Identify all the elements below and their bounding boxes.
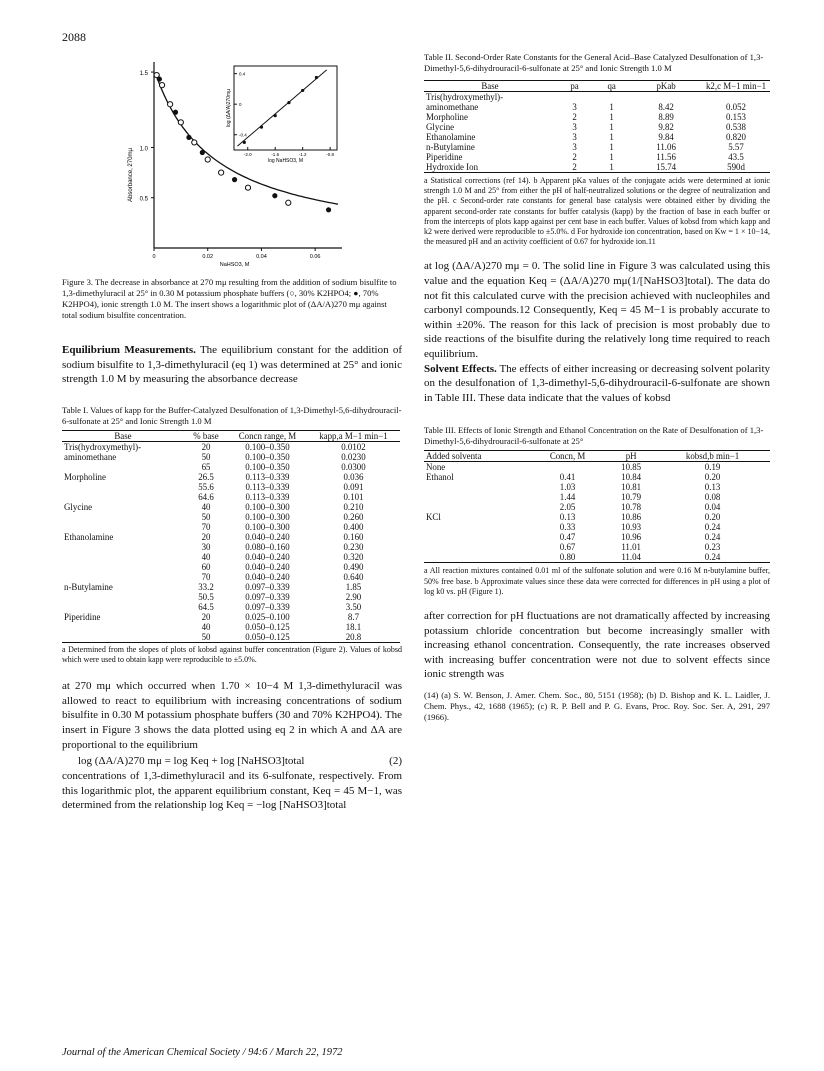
journal-footer: Journal of the American Chemical Society / 94:6 / March 22, 1972 [62, 1047, 343, 1058]
x-tick-label: 0.06 [309, 254, 321, 260]
table-1-cell: 64.5 [198, 601, 214, 612]
table-2-row [424, 132, 770, 142]
table-3-cell [424, 542, 528, 552]
table-1-cell: 0.100–0.300 [245, 521, 290, 532]
table-2-cell: 2 [572, 162, 577, 172]
table-1-cell: 18.1 [345, 621, 362, 632]
table-3-row [424, 512, 770, 522]
table-3-cell: 0.19 [704, 462, 721, 473]
table-1-cell: 0.036 [343, 471, 364, 482]
table-2-cell: 0.820 [726, 132, 746, 142]
table-2-row [424, 152, 770, 162]
table-2-header: Base [481, 81, 499, 91]
table-2-title: Table II. Second-Order Rate Constants for the General Acid–Base Catalyzed Desulfonation of 1,3-Dimethyl-5,6-dihydrouracil-6-sulfonate at 25° and Ionic Strength 1.0 M [424, 52, 764, 73]
filled-data-point [200, 150, 205, 155]
table-1-cell [62, 552, 184, 562]
inset-y-tick-label: 0 [239, 102, 242, 108]
table-1-cell [62, 602, 184, 612]
table-1-cell [62, 462, 184, 472]
table-3-cell [424, 532, 528, 542]
table-1-cell: 50 [201, 631, 211, 642]
table-1-cell: Piperidine [64, 611, 101, 622]
open-data-point [168, 102, 173, 107]
table-1-cell: 40 [201, 501, 211, 512]
table-1-cell: aminomethane [64, 451, 117, 462]
table-1-cell: 1.85 [345, 581, 362, 592]
table-3-cell: 0.13 [704, 482, 721, 493]
filled-data-point [232, 177, 237, 182]
table-1-cell: 0.160 [343, 531, 364, 542]
table-2-cell: n-Butylamine [426, 142, 475, 152]
table-2-cell: Ethanolamine [426, 132, 476, 142]
table-2-header: pKab [656, 81, 676, 91]
table-3-cell [424, 492, 528, 502]
table-3-cell: 0.41 [559, 472, 576, 483]
table-1-cell: Glycine [64, 501, 93, 512]
table-3-cell [424, 502, 528, 512]
table-2-cell: 1 [609, 132, 614, 142]
equilibrium-heading: Equilibrium Measurements. [62, 344, 196, 356]
filled-data-point [173, 110, 178, 115]
table-1-cell: 20 [201, 611, 211, 622]
table-1-cell [62, 562, 184, 572]
table-1-row [62, 612, 400, 622]
table-1-row [62, 632, 400, 642]
table-2-cell: 43.5 [728, 152, 744, 162]
table-3-cell: 11.01 [621, 542, 641, 553]
table-1-row [62, 562, 400, 572]
table-1-cell: 30 [201, 541, 211, 552]
table-1-row [62, 542, 400, 552]
table-3-cell [424, 482, 528, 492]
table-1-cell: 8.7 [347, 611, 359, 622]
table-3-row [424, 462, 770, 473]
figure-3-caption: Figure 3. The decrease in absorbance at 270 mμ resulting from the addition of sodium bisulfite to 1,3-dimethyluracil at 25° in 0.30 M potassium phosphate buffers (○, 30% K2HPO4; ●, 70% K2HPO4), ionic strength 1.0 M. The insert shows a logarithmic plot of (ΔA/A)270 mμ against total sodium bisulfite concentration. [62, 277, 397, 320]
table-3 [424, 450, 770, 562]
table-3-row [424, 542, 770, 552]
inset-x-tick-label: -2.0 [243, 152, 252, 157]
table-3-cell: 0.04 [704, 502, 721, 513]
table-2-cell: Hydroxide Ion [426, 162, 479, 172]
table-2-cell: Tris(hydroxymethyl)-aminomethane [426, 92, 504, 112]
table-2-cell: 0.052 [726, 102, 746, 112]
table-1-cell: Morpholine [64, 471, 106, 482]
table-2-cell: 1 [609, 122, 614, 132]
table-2-cell: 9.82 [658, 122, 674, 132]
equation-2-number: (2) [389, 755, 402, 768]
inset-y-axis-label: log (ΔA/A)270mμ [226, 88, 232, 128]
table-1-row [62, 492, 400, 502]
table-1-cell: 50 [201, 511, 211, 522]
table-1-cell: 0.400 [343, 521, 364, 532]
table-3-cell [424, 552, 528, 562]
filled-data-point [186, 135, 191, 140]
table-3-cell: 0.23 [704, 542, 721, 553]
page-number: 2088 [62, 30, 86, 44]
equation-2-text: log (ΔA/A)270 mμ = log Keq + log [NaHSO3]total [78, 755, 305, 768]
table-1-cell: 0.097–0.339 [245, 601, 290, 612]
table-3-cell: 10.84 [621, 472, 642, 483]
table-2-row [424, 112, 770, 122]
table-1-cell: 0.113–0.339 [245, 471, 290, 482]
table-1-cell: 64.6 [198, 491, 214, 502]
figure-3-plot [62, 52, 402, 270]
filled-data-point [272, 193, 277, 198]
table-3-cell: 0.24 [704, 522, 721, 533]
table-1-cell: 20 [201, 531, 211, 542]
table-3-cell: 10.86 [621, 512, 642, 523]
table-3-cell: 10.78 [621, 502, 642, 513]
table-1-cell: 0.100–0.300 [245, 501, 290, 512]
equilibrium-paragraph [62, 343, 402, 387]
table-3-cell: 0.24 [704, 532, 721, 543]
table-2-cell: 1 [609, 152, 614, 162]
table-1-cell [62, 522, 184, 532]
y-axis-label: Absorbance, 270mμ [128, 148, 134, 202]
table-2-cell: Piperidine [426, 152, 463, 162]
inset-y-tick-label: -0.4 [239, 132, 247, 138]
table-1-row [62, 582, 400, 592]
inset-x-tick-label: -1.2 [298, 152, 307, 157]
right-paragraph-2: after correction for pH fluctuations are not dramatically affected by increasing potassium chloride concentration but become increasingly smaller with increasing ethanol concentration. Consequently, the rate increases observed with increasing buffer concentration were not due to solvent effects since ionic strength was [424, 609, 770, 681]
table-3-row [424, 522, 770, 532]
table-2-row [424, 142, 770, 152]
table-3-title: Table III. Effects of Ionic Strength and Ethanol Concentration on the Rate of Desulfonation of 1,3-Dimethyl-5,6-dihydrouracil-6-sulfonate at 25° [424, 425, 764, 447]
table-2-cell: 15.74 [656, 162, 677, 172]
table-1-cell: 0.050–0.125 [245, 631, 290, 642]
equilibrium-text: The equilibrium constant for the addition of sodium bisulfite to 1,3-dimethyluracil (eq 1) was determined at 25° and ionic strength 1.0 M by measuring the absorbance decrease [62, 344, 402, 386]
table-1-cell: 0.040–0.240 [245, 531, 290, 542]
table-1-cell: 0.320 [343, 551, 364, 562]
table-2-cell: Glycine [426, 122, 455, 132]
table-1-cell: 33.2 [198, 581, 214, 592]
table-3-header: Added solventa [426, 451, 482, 462]
open-data-point [159, 83, 164, 88]
table-3-row [424, 552, 770, 562]
table-1-cell: n-Butylamine [64, 581, 113, 592]
table-2-cell: 1 [609, 102, 614, 112]
table-1-cell: 70 [201, 521, 211, 532]
table-1-cell [62, 482, 184, 492]
table-2-header-row [424, 81, 770, 92]
table-1-cell: 0.025–0.100 [245, 611, 290, 622]
left-paragraph-2: at 270 mμ which occurred when 1.70 × 10−4 M 1,3-dimethyluracil was allowed to react to equilibrium with increasing concentrations of sodium bisulfite in 0.30 M potassium phosphate buffers (30 and 70% K2HPO4). The insert in Figure 3 shows the data plotted using eq 2 in which A and ΔA are proportional to the equilibrium [62, 680, 402, 751]
table-2-cell: 3 [572, 102, 577, 112]
table-3-cell: 0.67 [559, 542, 576, 553]
table-3-cell: 10.93 [621, 522, 642, 533]
table-2-cell: 11.56 [656, 152, 676, 162]
inset-y-tick-label: 0.4 [239, 71, 246, 77]
table-3-row [424, 492, 770, 502]
table-2-cell: 11.06 [656, 142, 676, 152]
table-2-cell: 5.57 [728, 142, 744, 152]
table-1-cell: 0.097–0.339 [245, 581, 290, 592]
table-2-header: qa [607, 81, 616, 91]
open-data-point [245, 185, 250, 190]
table-2-cell: Morpholine [426, 112, 468, 122]
table-3-cell [424, 522, 528, 532]
open-data-point [219, 170, 224, 175]
table-1-cell [62, 542, 184, 552]
inset-data-point [315, 76, 318, 79]
table-1-cell: 0.100–0.350 [245, 461, 290, 472]
inset-x-tick-label: -1.6 [271, 152, 280, 157]
table-3-cell [528, 462, 607, 473]
inset-data-point [260, 125, 263, 128]
table-3-header: Concn, M [549, 451, 586, 462]
table-2-cell: 9.84 [658, 132, 674, 142]
table-1-row [62, 472, 400, 482]
table-1-header: Concn range, M [238, 430, 297, 441]
table-1-cell [62, 632, 184, 642]
table-1-cell: 0.100–0.350 [245, 451, 290, 462]
table-1-title: Table I. Values of kapp for the Buffer-Catalyzed Desulfonation of 1,3-Dimethyl-5,6-dihydrouracil-6-sulfonate at 25° and Ionic Strength 1.0 M [62, 404, 402, 426]
table-1-cell: 0.050–0.125 [245, 621, 290, 632]
left-paragraph-3: concentrations of 1,3-dimethyluracil and its 6-sulfonate, respectively. From this logarithmic plot, the apparent equilibrium constant, Keq = 45 M−1, was determined from the relationship log Keq = −log [NaHSO3]total [62, 770, 402, 812]
table-1-cell: 20.8 [345, 631, 362, 642]
inset-data-point [287, 101, 290, 104]
table-1-cell: 50.5 [198, 591, 214, 602]
table-3-header-row [424, 451, 770, 462]
table-2-footnote: a Statistical corrections (ref 14). b Apparent pKa values of the conjugate acids were determined at ionic strength 1.0 M and 25° from either the pH of half-neutralized solutions or the degree of neutralization and the pH. c Second-order rate constants for general base catalysis were obtained either by dividing the apparent second-order rate constants for buffer catalysis (kapp) by the fraction of base in each buffer or from the intercepts of plots kapp against per cent base in each buffer. Values of kobsd from which kapp and k2 were derived were reproducible to ±5.0%. d For hydroxide ion concentration, based on Kw = 1 × 10−14, the measured pH and an activity coefficient of 0.67 for hydroxide ion.11 [424, 176, 770, 247]
table-2-cell: 1 [609, 142, 614, 152]
table-1-cell [62, 492, 184, 502]
open-data-point [286, 200, 291, 205]
table-1-cell: 0.040–0.240 [245, 561, 290, 572]
references: (14) (a) S. W. Benson, J. Amer. Chem. Soc., 80, 5151 (1958); (b) D. Bishop and K. L. Laidler, J. Chem. Phys., 42, 1688 (1965); (c) R. P. Bell and P. G. Evans, Proc. Roy. Soc. Ser. A, 291, 297 (1966). [424, 689, 770, 722]
table-3-row [424, 502, 770, 512]
table-2-cell: 0.538 [726, 122, 746, 132]
table-3-cell: 1.03 [559, 482, 576, 493]
table-3-cell: 0.24 [704, 552, 721, 563]
table-1-cell: 0.097–0.339 [245, 591, 290, 602]
filled-data-point [157, 76, 162, 81]
table-1-cell: 40 [201, 551, 211, 562]
table-1-cell: 26.5 [198, 471, 214, 482]
table-1-cell: Ethanolamine [64, 531, 114, 542]
table-3-cell: 0.80 [559, 552, 576, 563]
table-2-cell: 3 [572, 142, 577, 152]
table-1-row [62, 552, 400, 562]
table-1-cell: 3.50 [345, 601, 362, 612]
table-1-cell: 0.0300 [341, 461, 366, 472]
table-3-cell: 0.33 [559, 522, 576, 533]
filled-data-point [326, 207, 331, 212]
table-2-cell: 0.153 [726, 112, 746, 122]
table-1-header-row [62, 430, 400, 441]
table-3-header: kobsd,b min−1 [685, 451, 740, 462]
table-1-cell: 50 [201, 451, 211, 462]
inset-data-point [243, 141, 246, 144]
right-paragraph-1: at log (ΔA/A)270 mμ = 0. The solid line in Figure 3 was calculated using this value and the equation Keq = (ΔA/A)270 mμ(1/[NaHSO3]total). The data do not fit this calculated curve with the precision achieved with nucleophiles and carbonyl compounds.12 Consequently, Keq = 45 M−1 is probably accurate to within ±20%. The reason for this lack of precision is most probably due to side reactions of the bisulfite during the relatively long time required to reach equilibrium. [424, 260, 770, 360]
y-tick-label: 1.5 [139, 71, 148, 78]
table-3-row [424, 532, 770, 542]
x-tick-label: 0.02 [202, 254, 214, 260]
table-2-cell: 2 [572, 152, 577, 162]
right-column [424, 52, 770, 723]
table-1-cell: 0.080–0.160 [245, 541, 290, 552]
solvent-text: The effects of either increasing or decreasing solvent polarity on the desulfonation of 1,3-dimethyl-5,6-dihydrouracil-6-sulfonate are shown in Table III. These data indicate that the values of kobsd [424, 362, 770, 404]
table-3-footnote: a All reaction mixtures contained 0.01 ml of the sulfonate solution and were 0.16 M n-butylamine buffer, 50% free base. b Approximate values since these data were corrected for differences in pH using a plot of log k0 vs. pH (Figure 1). [424, 566, 770, 596]
table-3-row [424, 472, 770, 482]
table-2-row [424, 92, 770, 113]
table-1-cell: 20 [201, 441, 211, 452]
solvent-paragraph [424, 362, 770, 406]
table-1-row [62, 622, 400, 632]
table-2-row [424, 122, 770, 132]
table-3-cell: None [426, 462, 446, 473]
table-1-cell [62, 512, 184, 522]
table-1-cell: Tris(hydroxymethyl)- [64, 441, 142, 452]
table-3-row [424, 482, 770, 492]
x-axis-label: NaHSO3, M [219, 262, 250, 268]
table-1-cell: 0.210 [343, 501, 364, 512]
inset-x-axis-label: log NaHSO3, M [267, 158, 304, 164]
table-1-cell: 0.040–0.240 [245, 571, 290, 582]
table-2-cell: 1 [609, 112, 614, 122]
table-1-cell [62, 592, 184, 602]
table-1 [62, 430, 400, 642]
table-3-cell: 0.20 [704, 472, 721, 483]
table-3-cell: 0.08 [704, 492, 721, 503]
table-1-row [62, 572, 400, 582]
table-3-cell: 10.79 [621, 492, 642, 503]
table-1-cell [62, 622, 184, 632]
inset-x-tick-label: -0.8 [326, 152, 335, 157]
table-1-cell: 0.0230 [341, 451, 366, 462]
table-1-row [62, 441, 400, 452]
table-3-cell: 0.13 [559, 512, 576, 523]
inset-data-point [274, 114, 277, 117]
table-3-cell: 1.44 [559, 492, 576, 503]
table-1-cell: 0.490 [343, 561, 364, 572]
table-1-cell: 0.101 [343, 491, 364, 502]
table-1-row [62, 482, 400, 492]
table-1-row [62, 592, 400, 602]
x-tick-label: 0 [152, 254, 156, 260]
table-3-cell: 10.96 [621, 532, 642, 543]
equation-2 [78, 755, 402, 767]
table-1-cell: 2.90 [345, 591, 362, 602]
table-1-row [62, 502, 400, 512]
solvent-heading: Solvent Effects. [424, 362, 497, 375]
table-2-row [424, 162, 770, 172]
table-1-cell: 40 [201, 621, 211, 632]
table-1-cell: 0.113–0.339 [245, 481, 290, 492]
table-3-cell: 0.47 [559, 532, 576, 543]
inset-data-point [301, 89, 304, 92]
left-column [62, 52, 402, 813]
table-1-cell: 65 [201, 461, 211, 472]
table-1-cell [62, 572, 184, 582]
table-2-cell: 3 [572, 122, 577, 132]
table-3-cell: 10.81 [621, 482, 642, 493]
table-1-header: % base [193, 430, 219, 441]
open-data-point [192, 140, 197, 145]
table-1-footnote: a Determined from the slopes of plots of kobsd against buffer concentration (Figure 2). Values of kobsd which were used to obtain kapp were reproducible to ±5.0%. [62, 644, 402, 664]
table-1-cell: 60 [201, 561, 211, 572]
table-1-row [62, 522, 400, 532]
table-3-cell: 11.04 [621, 552, 641, 563]
table-2-cell: 2 [572, 112, 577, 122]
inset-frame [234, 66, 337, 150]
table-3-cell: 10.85 [621, 462, 642, 473]
table-1-cell: 0.230 [343, 541, 364, 552]
table-3-cell: KCl [426, 512, 441, 523]
table-2-cell: 1 [609, 162, 614, 172]
table-2-header: pa [570, 81, 579, 91]
table-1-cell: 0.640 [343, 571, 364, 582]
table-1-cell: 55.6 [198, 481, 214, 492]
table-2-cell: 590d [727, 162, 745, 172]
table-1-row [62, 512, 400, 522]
y-tick-label: 1.0 [139, 146, 148, 153]
open-data-point [178, 120, 183, 125]
table-1-row [62, 452, 400, 462]
table-1-header: kapp,a M−1 min−1 [319, 430, 388, 441]
table-1-cell: 0.0102 [341, 441, 366, 452]
table-1-header: Base [114, 430, 132, 441]
table-1-cell: 70 [201, 571, 211, 582]
table-1-cell: 0.113–0.339 [245, 491, 290, 502]
table-3-cell: Ethanol [426, 472, 454, 483]
table-1-row [62, 462, 400, 472]
table-1-cell: 0.091 [343, 481, 364, 492]
table-1-cell: 0.260 [343, 511, 364, 522]
open-data-point [205, 157, 210, 162]
table-1-cell: 0.100–0.350 [245, 441, 290, 452]
table-2-header: k2,c M−1 min−1 [705, 81, 767, 91]
table-1-row [62, 532, 400, 542]
table-2 [424, 80, 770, 172]
table-3-cell: 0.20 [704, 512, 721, 523]
table-2-cell: 8.89 [658, 112, 674, 122]
table-3-cell: 2.05 [559, 502, 576, 513]
table-2-cell: 3 [572, 132, 577, 142]
table-3-header: pH [625, 451, 637, 462]
table-1-row [62, 602, 400, 612]
table-2-cell: 8.42 [658, 102, 674, 112]
table-1-cell: 0.040–0.240 [245, 551, 290, 562]
y-tick-label: 0.5 [139, 196, 148, 203]
table-1-cell: 0.100–0.300 [245, 511, 290, 522]
x-tick-label: 0.04 [256, 254, 267, 260]
